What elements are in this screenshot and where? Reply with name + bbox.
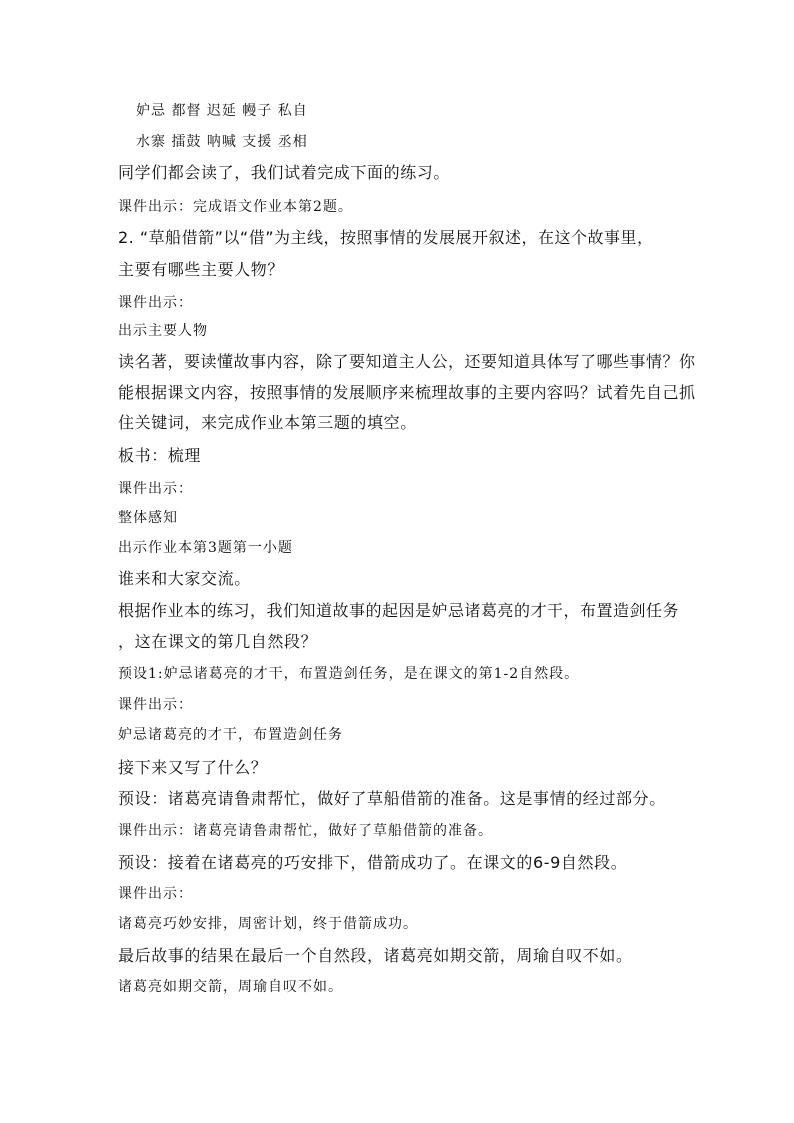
slide-text: 诸葛亮如期交箭，周瑜自叹不如。 bbox=[118, 979, 343, 995]
slide-heading: 出示作业本第3题第一小题 bbox=[118, 540, 293, 556]
board-note: 板书：梳理 bbox=[118, 446, 202, 465]
paragraph-text: 最后故事的结果在最后一个自然段，诸葛亮如期交箭，周瑜自叹不如。 bbox=[118, 946, 633, 965]
answer-preset: 预设1:妒忌诸葛亮的才干，布置造剑任务，是在课文的第1-2自然段。 bbox=[118, 666, 580, 682]
courseware-note: 课件出示：完成语文作业本第2题。 bbox=[118, 199, 353, 215]
slide-heading: 出示主要人物 bbox=[118, 323, 208, 339]
slide-text: 诸葛亮巧妙安排，周密计划，终于借箭成功。 bbox=[118, 916, 418, 932]
question-text: 2. “草船借箭”以“借”为主线，按照事情的发展展开叙述，在这个故事里， bbox=[118, 228, 654, 247]
courseware-label: 课件出示： bbox=[118, 295, 193, 311]
vocab-line-2: 水寨 擂鼓 呐喊 支援 丞相 bbox=[136, 134, 308, 150]
paragraph-text: 根据作业本的练习，我们知道故事的起因是妒忌诸葛亮的才干，布置造剑任务 bbox=[118, 601, 680, 620]
paragraph-text: 读名著，要读懂故事内容，除了要知道主人公，还要知道具体写了哪些事情？你 bbox=[118, 352, 696, 371]
answer-preset: 预设：诸葛亮请鲁肃帮忙，做好了草船借箭的准备。这是事情的经过部分。 bbox=[118, 789, 666, 808]
slide-heading: 整体感知 bbox=[118, 510, 178, 526]
paragraph-text: ，这在课文的第几自然段？ bbox=[118, 632, 318, 651]
paragraph-text: 能根据课文内容，按照事情的发展顺序来梳理故事的主要内容吗？试着先自己抓 bbox=[118, 383, 696, 402]
paragraph-text: 同学们都会读了，我们试着完成下面的练习。 bbox=[118, 163, 451, 182]
courseware-label: 课件出示： bbox=[118, 697, 193, 713]
courseware-label: 课件出示： bbox=[118, 481, 193, 497]
courseware-note: 课件出示：诸葛亮请鲁肃帮忙，做好了草船借箭的准备。 bbox=[118, 823, 493, 839]
paragraph-text: 接下来又写了什么？ bbox=[118, 758, 268, 777]
courseware-label: 课件出示： bbox=[118, 886, 193, 902]
paragraph-text: 住关键词，来完成作业本第三题的填空。 bbox=[118, 413, 417, 432]
question-text-continued: 主要有哪些主要人物？ bbox=[118, 260, 285, 279]
paragraph-text: 谁来和大家交流。 bbox=[118, 569, 251, 588]
slide-text: 妒忌诸葛亮的才干，布置造剑任务 bbox=[118, 727, 343, 743]
vocab-line-1: 妒忌 都督 迟延 幔子 私自 bbox=[136, 103, 308, 119]
answer-preset: 预设：接着在诸葛亮的巧安排下，借箭成功了。在课文的6-9自然段。 bbox=[118, 853, 628, 872]
